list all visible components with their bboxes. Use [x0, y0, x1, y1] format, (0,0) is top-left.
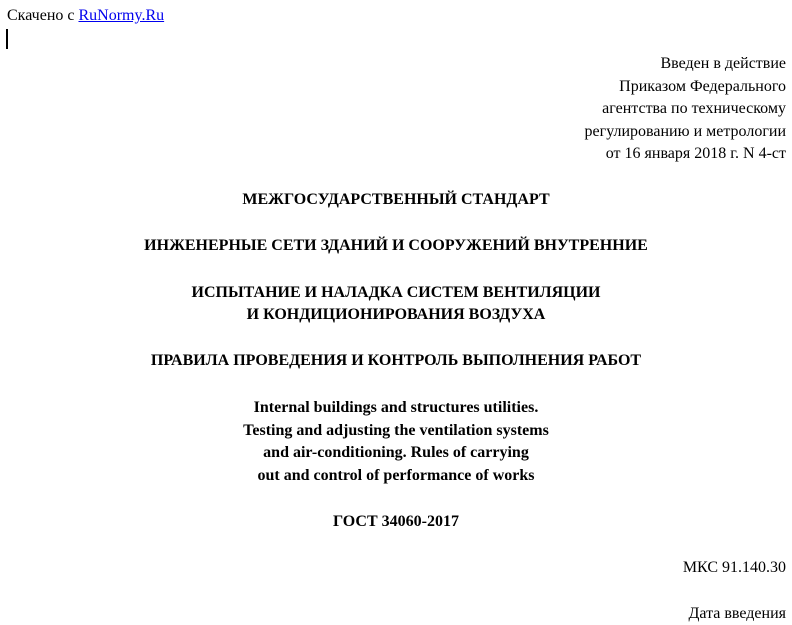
- date-intro-label: Дата введения: [688, 605, 786, 622]
- gost-text: ГОСТ 34060-2017: [333, 513, 459, 530]
- english-title-line: Internal buildings and structures utilities.: [253, 399, 539, 416]
- intro-line: Введен в действие: [660, 55, 786, 72]
- english-title-line: and air-conditioning. Rules of carrying: [263, 444, 529, 462]
- english-title-line: Testing and adjusting the ventilation systems: [243, 421, 549, 439]
- standard-type-heading: [0, 189, 792, 211]
- rules-heading: [0, 350, 792, 372]
- introduction-block: [585, 53, 786, 166]
- intro-line: от 16 января 2018 г. N 4-ст: [605, 145, 786, 162]
- english-title: [0, 397, 792, 488]
- testing-line: И КОНДИЦИОНИРОВАНИЯ ВОЗДУХА: [246, 306, 546, 323]
- source-link[interactable]: RuNormy.Ru: [78, 7, 165, 24]
- source-prefix: Скачено с: [7, 7, 79, 24]
- testing-heading: [0, 282, 792, 326]
- text-cursor: [6, 29, 8, 49]
- intro-line: Приказом Федерального: [619, 77, 786, 95]
- intro-line: регулированию и метрологии: [584, 122, 786, 140]
- mks-code: МКС 91.140.30: [682, 559, 786, 576]
- source-line: [7, 6, 164, 26]
- networks-text: ИНЖЕНЕРНЫЕ СЕТИ ЗДАНИЙ И СООРУЖЕНИЙ ВНУТРЕННИЕ: [144, 237, 648, 254]
- standard-type-text: МЕЖГОСУДАРСТВЕННЫЙ СТАНДАРТ: [242, 191, 550, 208]
- testing-line: ИСПЫТАНИЕ И НАЛАДКА СИСТЕМ ВЕНТИЛЯЦИИ: [191, 284, 601, 301]
- english-title-line: out and control of performance of works: [257, 467, 535, 485]
- intro-line: агентства по техническому: [602, 100, 786, 117]
- networks-heading: [0, 235, 792, 257]
- gost-number: [0, 511, 792, 533]
- rules-text: ПРАВИЛА ПРОВЕДЕНИЯ И КОНТРОЛЬ ВЫПОЛНЕНИЯ РАБОТ: [150, 352, 642, 369]
